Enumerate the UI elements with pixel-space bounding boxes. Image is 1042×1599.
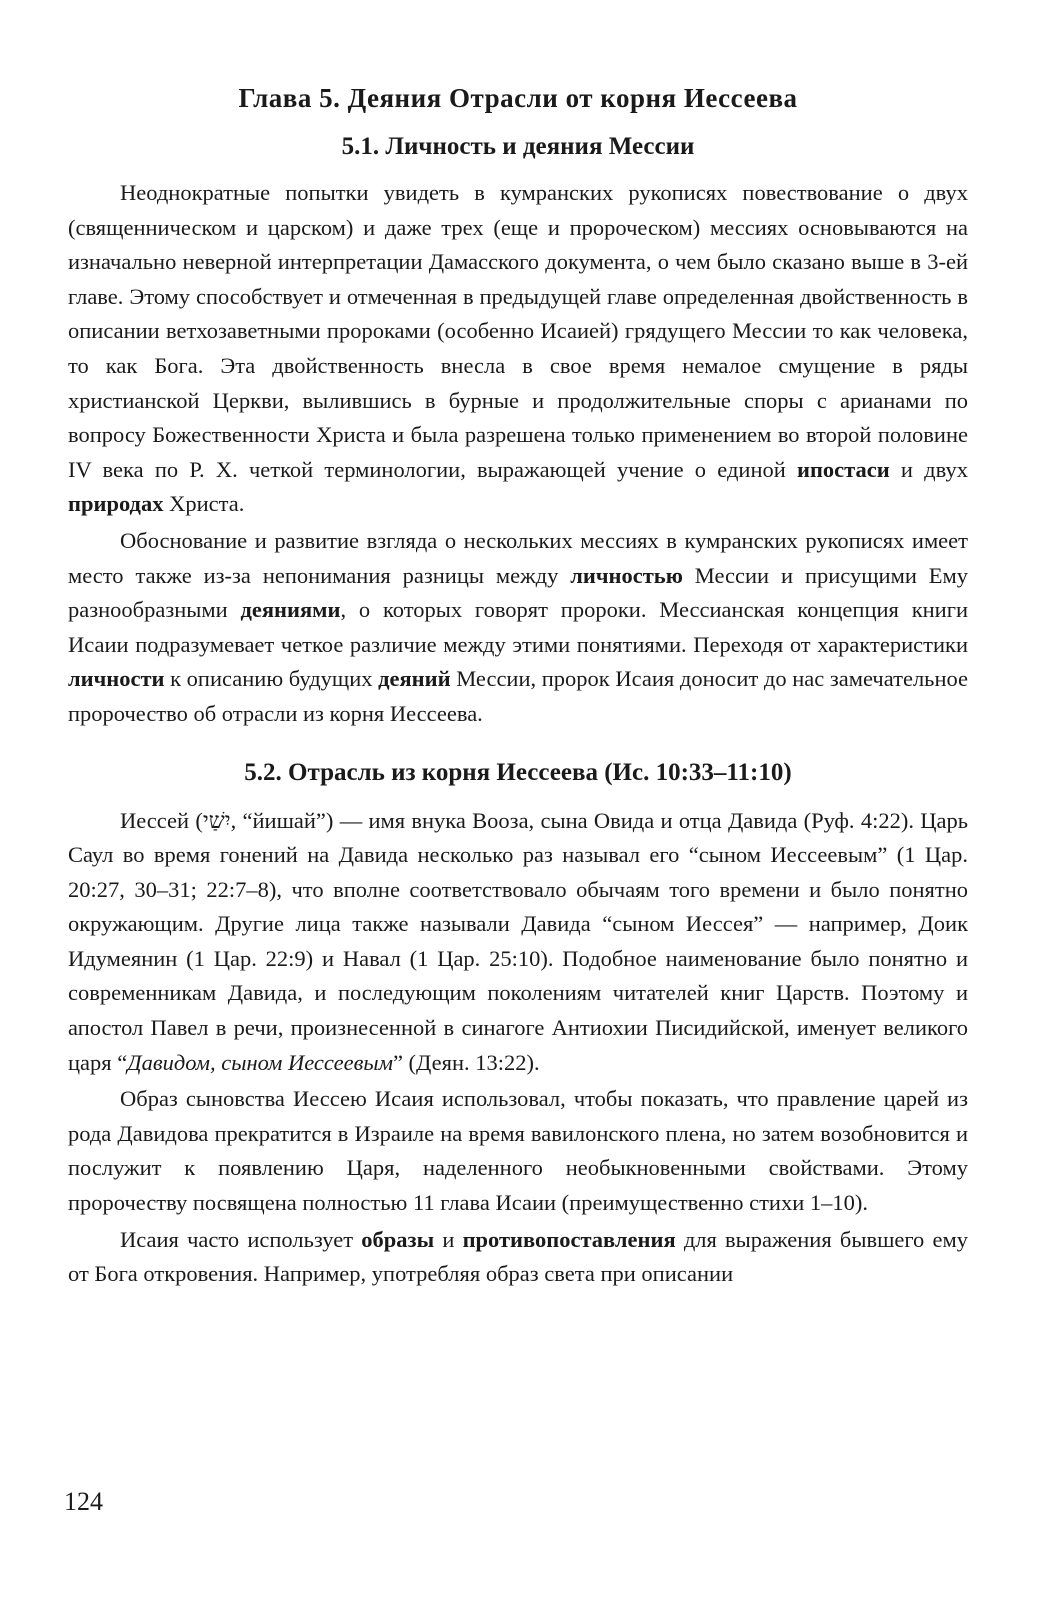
bold-term: природах [68, 491, 164, 517]
paragraph-text: и двух [889, 456, 968, 482]
paragraph-text: и [434, 1226, 463, 1252]
page-content [68, 80, 968, 1292]
bold-term: противопоставления [462, 1226, 676, 1252]
paragraph-text: Иессей ( [120, 807, 203, 833]
paragraph-1 [68, 176, 968, 522]
paragraph-text: Исаия часто использует [120, 1226, 362, 1252]
page-number: 124 [64, 1487, 103, 1516]
bold-term: деяний [378, 666, 451, 692]
paragraph-text: Христа. [163, 491, 245, 517]
paragraph-text: Неоднократные попытки увидеть в кумранских рукописях повествование о двух (священническом и царском) и даже трех (еще и пророческом) мессиях основываются на изначально неверной интерпретации Дамасского документа, о чем было сказано выше в 3-ей главе. Этому способствует и отмеченная в предыдущей главе определенная двойственность в описании ветхозаветными пророками (особенно Исаией) грядущего Мессии то как человека, то как Бога. Эта двойственность внесла в свое время немалое смущение в ряды христианской Церкви, вылившись в бурные и продолжительные споры с арианами по вопросу Божественности Христа и была разрешена только применением во второй половине IV века по Р. Х. четкой терминологии, выражающей учение о единой [68, 180, 968, 482]
paragraph-text: , “йишай”) — имя внука Вооза, сына Овида и отца Давида (Руф. 4:22). Царь Саул во время гонений на Давида несколько раз называл его “сыном Иессеевым” (1 Цар. 20:27, 30–31; 22:7–8), что вполне соответствовало обычаям того времени и было понятно окружающим. Другие лица также называли Давида “сыном Иессея” — например, Доик Идумеянин (1 Цар. 22:9) и Навал (1 Цар. 25:10). Подобное наименование было понятно и современникам Давида, и последующим поколениям читателей книг Царств. Поэтому и апостол Павел в речи, произнесенной в синагоге Антиохии Писидийской, именует великого царя “ [68, 807, 968, 1075]
paragraph-text: Мессии, пророк Исаия доносит до нас замечательное пророчество об отрасли из корня Иессеева. [68, 666, 968, 726]
bold-term: личности [68, 666, 165, 692]
bold-term: личностью [570, 562, 683, 588]
chapter-title: Глава 5. Деяния Отрасли от корня Иессеева [238, 83, 798, 113]
paragraph-5 [68, 1223, 968, 1292]
section-title-5-2: 5.2. Отрасль из корня Иессеева (Ис. 10:33–11:10) [244, 758, 792, 786]
paragraph-text: Обоснование и развитие взгляда о нескольких мессиях в кумранских рукописях имеет место также из-за непонимания разницы между [68, 527, 968, 588]
bold-term: ипостаси [797, 456, 890, 482]
paragraph-text: к описанию будущих [164, 666, 379, 692]
section-title-5-1: 5.1. Личность и деяния Мессии [341, 133, 695, 160]
bold-term: деяниями [240, 597, 341, 623]
paragraph-2 [68, 524, 968, 732]
paragraph-text: Мессии и присущими Ему разнообразными [68, 562, 968, 623]
paragraph-text: , о которых говорят пророки. Мессианская концепция книги Исаии подразумевает четкое различие между этими понятиями. Переходя от характеристики [68, 597, 968, 657]
hebrew-word: יִשַׁי [202, 807, 231, 833]
italic-quote: Давидом, сыном Иессеевым [127, 1049, 393, 1075]
paragraph-text: ” (Деян. 13:22). [392, 1049, 540, 1075]
paragraph-text: для выражения бывшего ему от Бога откровения. Например, употребляя образ света при описании [68, 1226, 968, 1287]
paragraph-4 [68, 1082, 968, 1220]
bold-term: образы [361, 1226, 435, 1252]
paragraph-3 [68, 804, 968, 1081]
paragraph-text: Образ сыновства Иессею Исаия использовал, чтобы показать, что правление царей из рода Давидова прекратится в Израиле на время вавилонского плена, но затем возобновится и послужит к появлению Царя, наделенного необыкновенными свойствами. Этому пророчеству посвящена полностью 11 глава Исаии (преимущественно стихи 1–10). [68, 1086, 968, 1216]
